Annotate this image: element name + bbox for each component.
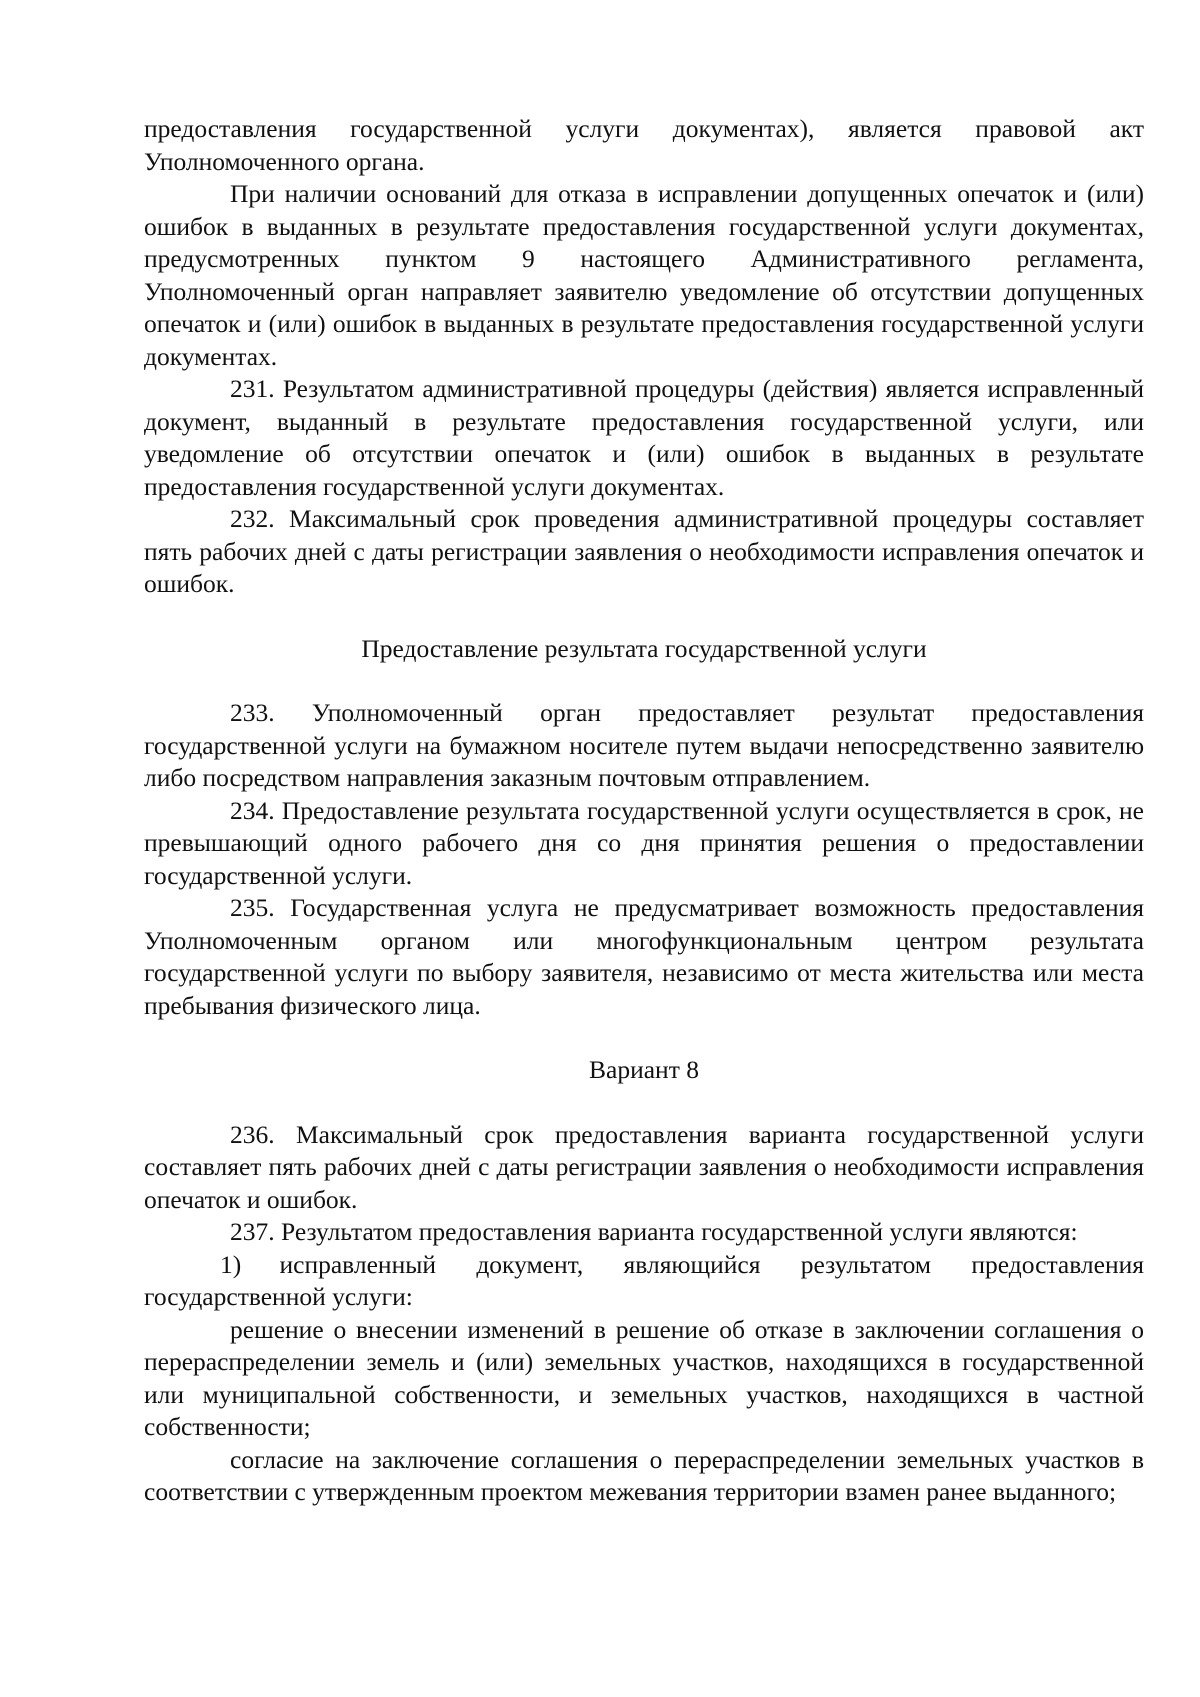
- paragraph-231: 231. Результатом административной процедуры (действия) является исправленный документ, выданный в результате предоставления государственной услуги, или уведомление об отсутствии опечаток и (или) ошибок в выданных в результате предоставления государственной услуги документах.: [144, 374, 1144, 501]
- document-page: [144, 113, 1144, 1509]
- paragraph-233: 233. Уполномоченный орган предоставляет результат предоставления государственной услуги на бумажном носителе путем выдачи непосредственно заявителю либо посредством направления заказным почтовым отправлением.: [144, 698, 1144, 792]
- paragraph-234: 234. Предоставление результата государственной услуги осуществляется в срок, не превышающий одного рабочего дня со дня принятия решения о предоставлении государственной услуги.: [144, 795, 1144, 890]
- section-heading-variant: Вариант 8: [589, 1055, 699, 1084]
- paragraph-refusal-grounds: При наличии оснований для отказа в исправлении допущенных опечаток и (или) ошибок в выданных в результате предоставления государственной услуги документах, предусмотренных пунктом 9 настоящего Административного регламента, Уполномоченный орган направляет заявителю уведомление об отсутствии допущенных опечаток и (или) ошибок в выданных в результате предоставления государственной услуги документах.: [144, 179, 1144, 371]
- paragraph-236: 236. Максимальный срок предоставления варианта государственной услуги составляет пять рабочих дней с даты регистрации заявления о необходимости исправления опечаток и ошибок.: [144, 1119, 1144, 1214]
- paragraph-232: 232. Максимальный срок проведения административной процедуры составляет пять рабочих дней с даты регистрации заявления о необходимости исправления опечаток и ошибок.: [144, 504, 1144, 598]
- paragraph-continuation: предоставления государственной услуги документах), является правовой акт Уполномоченного органа.: [144, 114, 1144, 176]
- paragraph-237: 237. Результатом предоставления варианта государственной услуги являются:: [230, 1217, 1078, 1246]
- paragraph-decision: решение о внесении изменений в решение об отказе в заключении соглашения о перераспределении земель и (или) земельных участков, находящихся в государственной или муниципальной собственности, и земельных участков, находящихся в частной собственности;: [144, 1314, 1144, 1441]
- section-heading-result: Предоставление результата государственной услуги: [361, 633, 927, 663]
- paragraph-235: 235. Государственная услуга не предусматривает возможность предоставления Уполномоченным органом или многофункциональным центром результата государственной услуги по выбору заявителя, независимо от места жительства или места пребывания физического лица.: [144, 893, 1144, 1020]
- paragraph-consent: согласие на заключение соглашения о перераспределении земельных участков в соответствии с утвержденным проектом межевания территории взамен ранее выданного;: [144, 1444, 1144, 1506]
- list-item-1: 1) исправленный документ, являющийся результатом предоставления государственной услуги:: [144, 1249, 1144, 1311]
